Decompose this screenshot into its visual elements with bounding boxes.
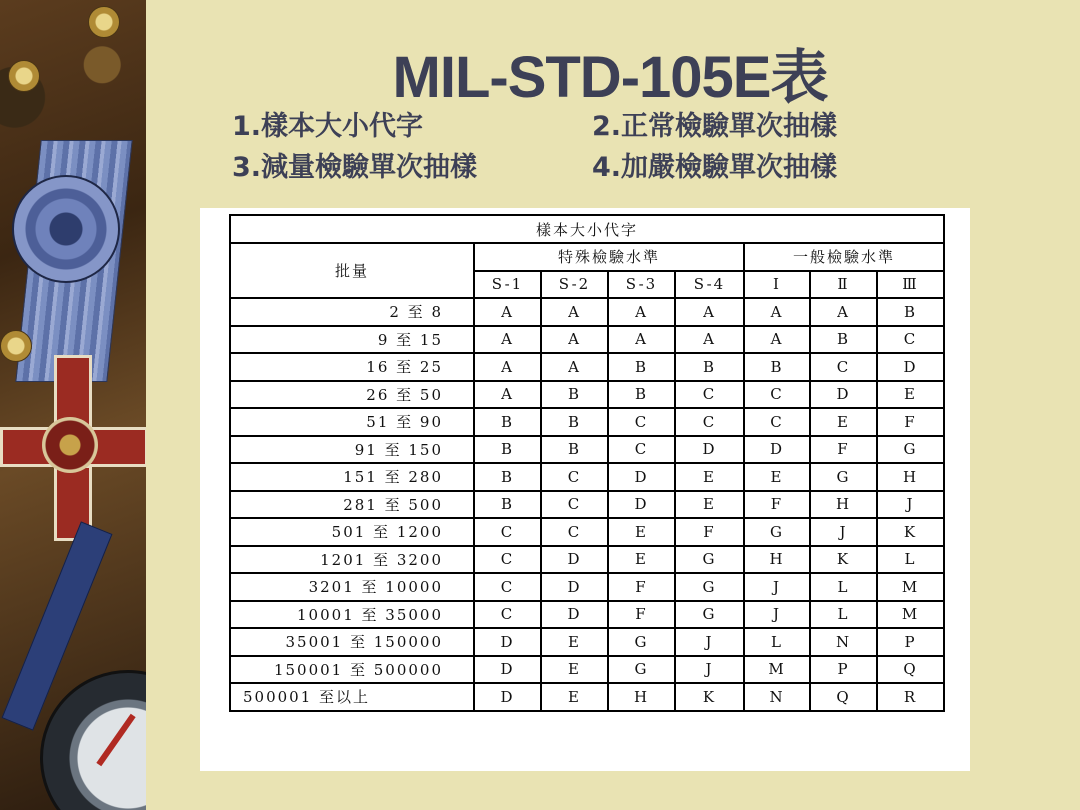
code-letter-cell: E <box>541 628 608 656</box>
lot-size-cell: 151 至 280 <box>230 463 474 491</box>
code-letter-cell: C <box>877 326 944 354</box>
code-letter-cell: C <box>744 381 810 409</box>
table-row <box>230 518 944 546</box>
code-letter-cell: D <box>608 463 675 491</box>
code-letter-cell: E <box>675 463 744 491</box>
code-letter-cell: D <box>474 628 541 656</box>
code-letter-cell: A <box>744 326 810 354</box>
code-letter-cell: F <box>877 408 944 436</box>
level-header: S-3 <box>608 271 675 299</box>
code-letter-cell: C <box>675 381 744 409</box>
subtitle-item-1: 1.樣本大小代字 <box>232 111 424 142</box>
code-letter-cell: B <box>541 436 608 464</box>
lot-size-cell: 91 至 150 <box>230 436 474 464</box>
code-letter-cell: P <box>810 656 877 684</box>
code-letter-cell: D <box>744 436 810 464</box>
lot-size-cell: 2 至 8 <box>230 298 474 326</box>
code-letter-cell: M <box>877 573 944 601</box>
code-letter-cell: B <box>877 298 944 326</box>
code-letter-cell: C <box>744 408 810 436</box>
subtitle-item-4: 4.加嚴檢驗單次抽樣 <box>592 152 838 183</box>
code-letter-cell: G <box>810 463 877 491</box>
lot-size-header: 批量 <box>230 243 474 298</box>
code-letter-cell: J <box>675 628 744 656</box>
table-row <box>230 326 944 354</box>
table-row <box>230 491 944 519</box>
code-letter-cell: H <box>810 491 877 519</box>
lot-size-cell: 16 至 25 <box>230 353 474 381</box>
code-letter-cell: E <box>675 491 744 519</box>
code-letter-cell: D <box>541 573 608 601</box>
lot-size-cell: 281 至 500 <box>230 491 474 519</box>
code-letter-cell: F <box>608 601 675 629</box>
lot-size-cell: 500001 至以上 <box>230 683 474 711</box>
code-letter-cell: D <box>541 546 608 574</box>
level-header: S-1 <box>474 271 541 299</box>
code-letter-cell: F <box>744 491 810 519</box>
code-letter-cell: P <box>877 628 944 656</box>
code-letter-cell: D <box>474 656 541 684</box>
level-header: S-2 <box>541 271 608 299</box>
code-letter-cell: H <box>877 463 944 491</box>
code-letter-cell: A <box>744 298 810 326</box>
code-letter-cell: B <box>541 408 608 436</box>
code-letter-cell: A <box>675 326 744 354</box>
level-header: Ⅱ <box>810 271 877 299</box>
code-letter-cell: A <box>541 326 608 354</box>
code-letter-cell: D <box>608 491 675 519</box>
code-letter-cell: K <box>877 518 944 546</box>
code-letter-cell: G <box>744 518 810 546</box>
code-letter-cell: C <box>608 408 675 436</box>
code-letter-cell: H <box>608 683 675 711</box>
code-letter-cell: B <box>474 436 541 464</box>
code-letter-cell: B <box>608 353 675 381</box>
code-letter-cell: B <box>474 408 541 436</box>
code-letter-cell: C <box>474 546 541 574</box>
code-letter-cell: E <box>810 408 877 436</box>
decorative-photo-strip <box>0 0 146 810</box>
code-letter-cell: L <box>810 601 877 629</box>
code-letter-cell: G <box>877 436 944 464</box>
code-letter-cell: F <box>810 436 877 464</box>
code-letter-cell: J <box>810 518 877 546</box>
lot-size-cell: 51 至 90 <box>230 408 474 436</box>
table-row <box>230 463 944 491</box>
table-row <box>230 683 944 711</box>
lot-size-cell: 35001 至 150000 <box>230 628 474 656</box>
code-letter-cell: E <box>608 546 675 574</box>
code-letter-cell: L <box>744 628 810 656</box>
code-letter-cell: C <box>608 436 675 464</box>
code-letter-cell: F <box>608 573 675 601</box>
table-row <box>230 353 944 381</box>
code-letter-cell: B <box>675 353 744 381</box>
code-letter-cell: B <box>608 381 675 409</box>
code-letter-cell: J <box>744 573 810 601</box>
lot-size-cell: 10001 至 35000 <box>230 601 474 629</box>
table-row <box>230 656 944 684</box>
special-level-header: 特殊檢驗水準 <box>474 243 744 271</box>
table-row <box>230 601 944 629</box>
slide-title: MIL-STD-105E表 <box>392 45 828 110</box>
code-letter-cell: A <box>541 353 608 381</box>
code-letter-cell: R <box>877 683 944 711</box>
code-letter-cell: G <box>608 656 675 684</box>
table-row <box>230 298 944 326</box>
code-letter-cell: C <box>810 353 877 381</box>
code-letter-cell: B <box>474 491 541 519</box>
level-header: Ⅰ <box>744 271 810 299</box>
code-letter-cell: A <box>474 353 541 381</box>
table-body <box>230 298 944 711</box>
code-letter-cell: E <box>541 656 608 684</box>
subtitle-item-3: 3.減量檢驗單次抽樣 <box>232 152 478 183</box>
button-pin-decoration <box>0 330 32 362</box>
code-letter-cell: A <box>541 298 608 326</box>
code-letter-cell: C <box>541 491 608 519</box>
code-letter-cell: D <box>675 436 744 464</box>
code-letter-cell: B <box>541 381 608 409</box>
code-letter-cell: A <box>810 298 877 326</box>
code-letter-cell: E <box>744 463 810 491</box>
code-letter-cell: M <box>744 656 810 684</box>
code-letter-cell: D <box>474 683 541 711</box>
code-letter-cell: H <box>744 546 810 574</box>
code-letter-cell: D <box>810 381 877 409</box>
code-letter-cell: A <box>474 381 541 409</box>
code-letter-cell: A <box>675 298 744 326</box>
code-letter-cell: E <box>608 518 675 546</box>
code-letter-cell: E <box>877 381 944 409</box>
subtitle-list <box>232 106 952 188</box>
code-letter-cell: C <box>474 601 541 629</box>
table-row <box>230 408 944 436</box>
lot-size-cell: 150001 至 500000 <box>230 656 474 684</box>
code-letter-cell: J <box>877 491 944 519</box>
code-letter-cell: C <box>474 518 541 546</box>
code-letter-cell: A <box>608 298 675 326</box>
code-letter-cell: C <box>541 463 608 491</box>
table-row <box>230 546 944 574</box>
code-letter-cell: D <box>541 601 608 629</box>
table-caption: 樣本大小代字 <box>230 215 944 243</box>
code-letter-cell: Q <box>877 656 944 684</box>
subtitle-item-2: 2.正常檢驗單次抽樣 <box>592 111 838 142</box>
code-letter-cell: B <box>810 326 877 354</box>
code-letter-cell: G <box>675 573 744 601</box>
code-letter-cell: Q <box>810 683 877 711</box>
code-letter-cell: L <box>877 546 944 574</box>
code-letter-cell: C <box>474 573 541 601</box>
code-letter-cell: N <box>810 628 877 656</box>
code-letter-cell: K <box>675 683 744 711</box>
code-letter-cell: D <box>877 353 944 381</box>
code-letter-cell: G <box>675 546 744 574</box>
table-row <box>230 436 944 464</box>
code-letter-cell: G <box>675 601 744 629</box>
level-header: Ⅲ <box>877 271 944 299</box>
lot-size-cell: 9 至 15 <box>230 326 474 354</box>
level-header: S-4 <box>675 271 744 299</box>
lot-size-cell: 3201 至 10000 <box>230 573 474 601</box>
table-row <box>230 381 944 409</box>
rosette-decoration <box>12 175 120 283</box>
code-letter-cell: A <box>608 326 675 354</box>
table-row <box>230 573 944 601</box>
code-letter-cell: J <box>744 601 810 629</box>
lot-size-cell: 26 至 50 <box>230 381 474 409</box>
code-letter-cell: B <box>474 463 541 491</box>
code-letter-cell: E <box>541 683 608 711</box>
code-letter-cell: A <box>474 298 541 326</box>
general-level-header: 一般檢驗水準 <box>744 243 944 271</box>
code-letter-cell: N <box>744 683 810 711</box>
code-letter-cell: G <box>608 628 675 656</box>
lot-size-cell: 1201 至 3200 <box>230 546 474 574</box>
sample-size-code-table <box>229 214 945 712</box>
code-letter-cell: K <box>810 546 877 574</box>
code-letter-cell: C <box>541 518 608 546</box>
medal-cross-decoration <box>0 355 146 555</box>
code-letter-cell: C <box>675 408 744 436</box>
code-letter-cell: F <box>675 518 744 546</box>
compass-decoration <box>40 670 146 810</box>
code-letter-cell: M <box>877 601 944 629</box>
code-letter-cell: B <box>744 353 810 381</box>
code-letter-cell: A <box>474 326 541 354</box>
table-row <box>230 628 944 656</box>
code-letter-cell: J <box>675 656 744 684</box>
lot-size-cell: 501 至 1200 <box>230 518 474 546</box>
table-panel <box>200 208 970 771</box>
code-letter-cell: L <box>810 573 877 601</box>
